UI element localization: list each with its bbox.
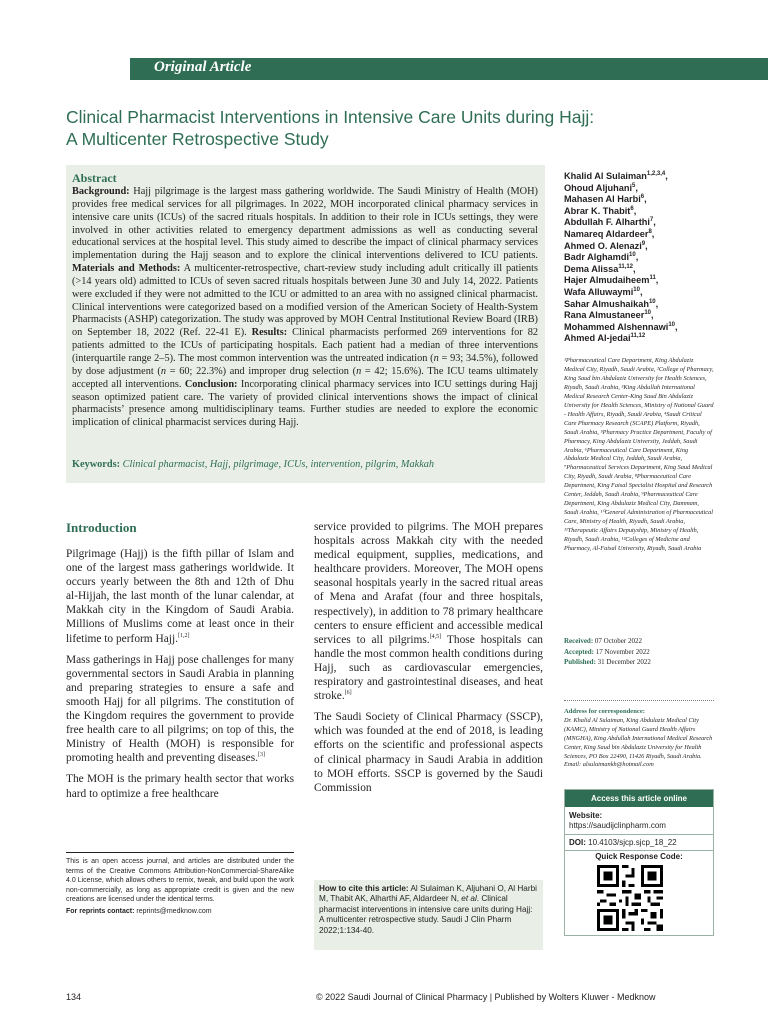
how-to-cite-box	[314, 880, 543, 950]
background-text: Hajj pilgrimage is the largest mass gathering worldwide. The Saudi Ministry of Health (MOH) provides free medical services for all pilgrimages. In 2022, MOH incorporated clinical pharmacy services in intensive care units (ICUs) of the sacred rituals hospitals. In addition to their role in ICUs settings, they were involved in other activities related to emergency department admissions as well as conducting several educational services at the hospital level. This study aimed to describe the impact of clinical pharmacy services implementation during the Hajj season and to explore the clinical interventions delivered to ICU patients.	[72, 186, 538, 262]
author: Ohoud Aljuhani$^5$,	[564, 182, 638, 193]
author: Mahasen Al Harbi$^6$,	[564, 194, 647, 205]
keywords-label: Keywords:	[72, 459, 121, 470]
date-received: Received: 07 October 2022	[564, 637, 642, 645]
methods-text: A multicenter-retrospective, chart-review study including adult critically ill patients (>14 years old) admitted to ICUs of seven sacred rituals hospitals between June 30 and July 14, 2022. Patients were excluded if they were not admitted to the ICU or admitted to an area with no assigned clinical pharmacist. Clinical interventions were categorized based on a modified version of the American Society of Health-System Pharmacists (ASHP) categorization. The study was approved by MOH Central Institutional Review Board (IRB) on September 18, 2022 (Ref. 22-41 E).	[72, 263, 538, 339]
author: Ahmed O. Alenazi$^9$,	[564, 240, 648, 251]
article-type-label: Original Article	[154, 59, 252, 75]
cite-text-a: Al Sulaiman K, Aljuhani O, Al Harbi M, Thabit AK, Alharthi AF, Aldardeer N,	[319, 884, 537, 904]
divider	[565, 850, 713, 851]
article-dates	[564, 636, 714, 668]
keywords-text: Clinical pharmacist, Hajj, pilgrimage, ICUs, intervention, pilgrim, Makkah	[120, 459, 435, 470]
conclusion-text: Incorporating clinical pharmacy services into ICU settings during Hajj season optimized patient care. The variety of provided clinical interventions shows the impact of clinical pharmacists’ presence among multidisciplinary teams. Further studies are needed to explore the economic implication of clinical pharmacist services during Hajj.	[72, 378, 538, 429]
qr-label: Quick Response Code:	[595, 852, 683, 861]
access-heading: Access this article online	[565, 790, 713, 807]
correspondence-heading: Address for correspondence:	[564, 708, 645, 715]
article-type-banner	[130, 58, 768, 80]
results-n3: n	[356, 365, 362, 377]
introduction-column	[66, 520, 294, 808]
author: Rana Almustaneer$^{10}$,	[564, 310, 654, 321]
introduction-heading: Introduction	[66, 520, 137, 535]
author: Sahar Almushaikah$^{10}$,	[564, 298, 659, 309]
methods-label: Materials and Methods:	[72, 263, 181, 275]
author: Mohammed Alshennawi$^{10}$,	[564, 321, 678, 332]
divider	[564, 700, 714, 701]
conclusion-label: Conclusion:	[184, 378, 238, 390]
results-text-a: Clinical pharmacists performed 269 interventions for 82 patients admitted to the ICUs of participating hospitals. Each patient had a median of three interventions (interquartile range 2–5). The most common intervention was the untreated indication (	[72, 327, 538, 364]
author-list	[564, 171, 764, 345]
correspondence-text: Dr. Khalid Al Sulaiman, King Abdulaziz Medical City (KAMC), Ministry of National Guard Health Affairs (MNGHA), King Abdullah International Medical Research Center, King Saud bin Abdulaziz University for Health Sciences, PO Box 22490, 11426 Riyadh, Saudi Arabia. Email: alsulaimankh@hotmail.com	[564, 716, 713, 769]
middle-column	[314, 520, 543, 802]
author: Badr Alghamdi$^{10}$,	[564, 252, 639, 263]
qr-code-icon[interactable]	[597, 865, 663, 931]
middle-paragraph-1: service provided to pilgrims. The MOH prepares hospitals across Makkah city with the needed medical equipment, supplies, medications, and healthcare providers. Moreover, The MOH opens seasonal hospitals yearly in the sacred ritual areas of Mena and Arafat (four and three hospitals, respectively), in addition to 78 primary healthcare centers to ensure efficient and accessible medical services to all pilgrims.[4,5] Those hospitals can handle the most common health conditions during Hajj, such as cardiovascular emergencies, respiratory and gastrointestinal diseases, and heat stroke.[6]	[314, 521, 543, 703]
article-title	[66, 106, 706, 150]
doi[interactable]: DOI: 10.4103/sjcp.sjcp_18_22	[569, 838, 677, 847]
results-text-d: = 42; 15.6%). The ICU teams ultimately accepted all interventions.	[72, 365, 538, 390]
access-box	[564, 789, 714, 936]
date-published: Published: 31 December 2022	[564, 658, 651, 666]
cite-label: How to cite this article:	[319, 884, 409, 893]
author: Hajer Almudaiheem$^{11}$,	[564, 275, 659, 286]
author: Namareq Aldardeer$^8$,	[564, 228, 655, 239]
middle-paragraph-2: The Saudi Society of Clinical Pharmacy (SSCP), which was founded at the end of 2018, is leading efforts on the scientific and professional aspects of clinical pharmacy in Saudi Arabia in addition to MOH efforts. SSCP is governed by the Saudi Commission	[314, 711, 543, 794]
author: Ahmed Al-jedai$^{11,12}$	[564, 333, 646, 344]
background-label: Background:	[72, 186, 130, 197]
author: Dema Alissa$^{11,12}$,	[564, 263, 636, 274]
abstract-text	[72, 186, 538, 430]
intro-paragraph-2: Mass gatherings in Hajj pose challenges for many governmental sectors in Saudi Arabia in planning and preparing strategies to ensure a safe and smooth Hajj for all pilgrims. The constitution of the Kingdom requires the government to provide free health care to all pilgrims; on top of this, the Ministry of Health (MOH) is responsible for promoting health and preventing diseases.[3]	[66, 653, 294, 765]
divider	[565, 834, 713, 835]
results-n2: n	[160, 365, 167, 377]
divider	[66, 852, 294, 853]
author: Abrar K. Thabit$^6$,	[564, 205, 637, 216]
license-notice: This is an open access journal, and articles are distributed under the terms of the Creative Commons Attribution-NonCommercial-ShareAlike 4.0 License, which allows others to remix, tweak, and build upon the work non-commercially, as long as appropriate credit is given and the new creations are licensed under the identical terms.	[66, 858, 294, 903]
results-text-b: = 93; 34.5%), followed by dose adjustment (	[72, 352, 538, 377]
title-line-1: Clinical Pharmacist Interventions in Intensive Care Units during Hajj:	[66, 107, 595, 127]
intro-paragraph-3: The MOH is the primary health sector that works hard to optimize a free healthcare	[66, 773, 294, 800]
results-n1: n	[433, 352, 439, 364]
reprints-contact: For reprints contact: reprints@medknow.com	[66, 908, 212, 915]
author: Wafa Alluwaymi$^{10}$,	[564, 286, 643, 297]
abstract-heading: Abstract	[72, 171, 117, 185]
author: Khalid Al Sulaiman$^{1,2,3,4}$,	[564, 170, 668, 181]
title-line-2: A Multicenter Retrospective Study	[66, 129, 329, 149]
website-label: Website:	[569, 811, 603, 820]
date-accepted: Accepted: 17 November 2022	[564, 647, 650, 656]
results-text-c: = 60; 22.3%) and improper drug selection (	[166, 365, 357, 377]
keywords	[72, 458, 538, 471]
author: Abdullah F. Alharthi$^7$,	[564, 217, 656, 228]
page-number: 134	[66, 992, 82, 1002]
cite-text-b: . Clinical pharmacist interventions in intensive care units during Hajj: A multicenter retrospective study. Saudi J Clin Pharm 2022;1:134-40.	[319, 894, 533, 935]
website-link[interactable]: https://saudijclinpharm.com	[569, 821, 666, 830]
intro-paragraph-1: Pilgrimage (Hajj) is the fifth pillar of Islam and one of the largest mass gatherings worldwide. It occurs yearly between the 8th and 12th of Dhu al-Hijjah, the last month of the lunar calendar, at Makkah city in the Kingdom of Saudi Arabia. Millions of Muslims come at least once in their lifetime to perform Hajj.[1,2]	[66, 548, 294, 645]
affiliations: ¹Pharmaceutical Care Department, King Abdulaziz Medical City, Riyadh, Saudi Arabia, ²College of Pharmacy, King Saud bin Abdulaziz University for Health Sciences, Riyadh, Saudi Arabia, ³King Abdullah International Medical Research Center-King Saud Bin Abdulaziz University for Health Sciences, Ministry of National Guard - Health Affairs, Riyadh, Saudi Arabia, ⁴Saudi Critical Care Pharmacy Research (SCAPE) Platform, Riyadh, Saudi Arabia, ⁵Pharmacy Practice Department, Faculty of Pharmacy, King Abdulaziz University, Jeddah, Saudi Arabia, ⁶Pharmaceutical Care Department, King Abdulaziz Medical City, Jeddah, Saudi Arabia, ⁷Pharmaceutical Services Department, King Saud Medical City, Riyadh, Saudi Arabia, ⁸Pharmaceutical Care Department, King Faisal Specialist Hospital and Research Center, Jeddah, Saudi Arabia, ⁹Pharmaceutical Care Department, King Abdulaziz Medical City, Dammam, Saudi Arabia, ¹⁰General Administration of Pharmaceutical Care, Ministry of Health, Riyadh, Saudi Arabia, ¹¹Therapeutic Affairs Deputyship, Ministry of Health, Riyadh, Saudi Arabia, ¹²Colleges of Medicine and Pharmacy, Al-Faisal University, Riyadh, Saudi Arabia	[564, 357, 714, 553]
correspondence	[564, 708, 714, 770]
journal-footer: © 2022 Saudi Journal of Clinical Pharmacy | Published by Wolters Kluwer - Medknow	[316, 992, 656, 1002]
results-label: Results:	[251, 327, 288, 339]
cite-etal: et al	[461, 894, 477, 904]
